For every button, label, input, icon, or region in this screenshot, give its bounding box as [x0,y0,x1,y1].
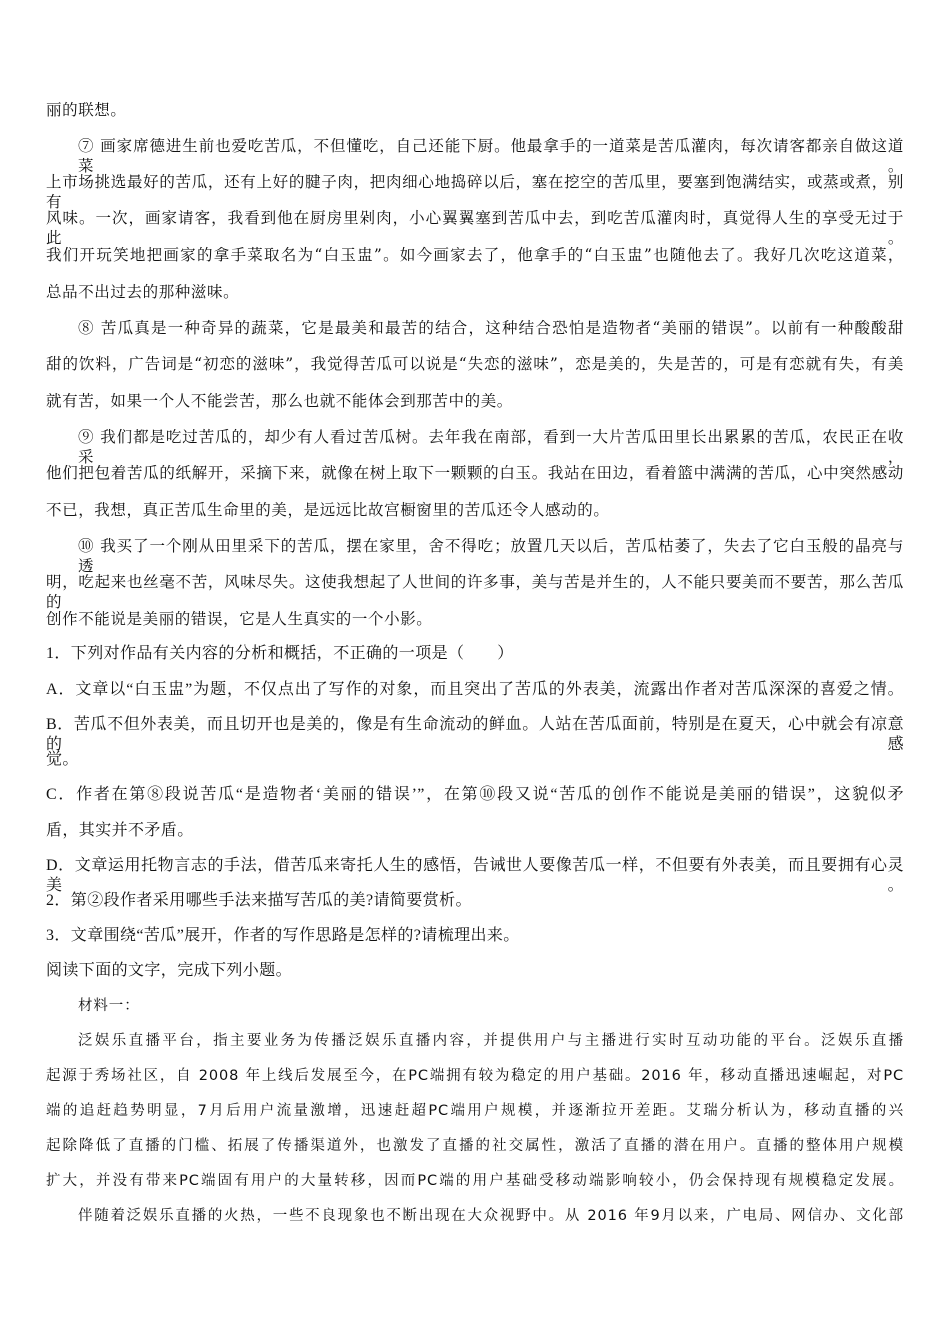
text-line: 他们把包着苦瓜的纸解开，采摘下来，就像在树上取下一颗颗的白玉。我站在田边，看着篮中满满的苦瓜，心中突然感动 [46,464,904,482]
option-d: D．文章运用托物言志的手法，借苦瓜来寄托人生的感悟，告诫世人要像苦瓜一样，不但要有外表美，而且要拥有心灵美。 [46,857,904,894]
text-line: ⑧ 苦瓜真是一种奇异的蔬菜，它是最美和最苦的结合，这种结合恐怕是造物者“美丽的错误”。以前有一种酸酸甜 [78,319,904,337]
text-line: ⑩ 我买了一个刚从田里采下的苦瓜，摆在家里，舍不得吃；放置几天以后，苦瓜枯萎了，失去了它白玉般的晶亮与透 [78,537,904,575]
option-c: C．作者在第⑧段说苦瓜“是造物者‘美丽的错误’”，在第⑩段又说“苦瓜的创作不能说是美丽的错误”，这貌似矛 [46,786,904,803]
text-line: 端的追赶趋势明显，7月后用户流量激增，迅速赶超PC端用户规模，并逐渐拉开差距。艾瑞分析认为，移动直播的兴 [46,1103,904,1119]
text-line: 创作不能说是美丽的错误，它是人生真实的一个小影。 [46,610,433,628]
text-line: 不已，我想，真正苦瓜生命里的美，是远远比故宫橱窗里的苦瓜还令人感动的。 [46,501,610,519]
text-line: 上市场挑选最好的苦瓜，还有上好的腱子肉，把肉细心地捣碎以后，塞在挖空的苦瓜里，要塞到饱满结实，或蒸或煮，别有 [46,173,904,211]
option-a: A．文章以“白玉盅”为题，不仅点出了写作的对象，而且突出了苦瓜的外表美，流露出作者对苦瓜深深的喜爱之情。 [46,681,904,698]
option-c-cont: 盾，其实并不矛盾。 [46,822,194,839]
text-line: 就有苦，如果一个人不能尝苦，那么也就不能体会到那苦中的美。 [46,392,513,410]
text-line: 风味。一次，画家请客，我看到他在厨房里剁肉，小心翼翼塞到苦瓜中去，到吃苦瓜灌肉时，真觉得人生的享受无过于此。 [46,209,904,247]
text-line: 泛娱乐直播平台，指主要业务为传播泛娱乐直播内容，并提供用户与主播进行实时互动功能的平台。泛娱乐直播 [78,1033,904,1049]
text-line: 起源于秀场社区，自 2008 年上线后发展至今，在PC端拥有较为稳定的用户基础。2016 年，移动直播迅速崛起，对PC [46,1068,904,1084]
question-2: 2．第②段作者采用哪些手法来描写苦瓜的美?请简要赏析。 [46,892,472,909]
option-b-cont: 觉。 [46,751,79,768]
text-line: 起除降低了直播的门槛、拓展了传播渠道外，也激发了直播的社交属性，激活了直播的潜在用户。直播的整体用户规模 [46,1138,904,1154]
text-line: 明，吃起来也丝毫不苦，风味尽失。这使我想起了人世间的许多事，美与苦是并生的，人不能只要美而不要苦，那么苦瓜的 [46,573,904,611]
material-label: 材料一： [78,998,140,1014]
text-line: 丽的联想。 [46,101,127,119]
question-1: 1．下列对作品有关内容的分析和概括，不正确的一项是（ ） [46,645,514,662]
text-line: 我们开玩笑地把画家的拿手菜取名为“白玉盅”。如今画家去了，他拿手的“白玉盅”也随他去了。我好几次吃这道菜， [46,246,904,264]
question-3: 3．文章围绕“苦瓜”展开，作者的写作思路是怎样的?请梳理出来。 [46,927,520,944]
reading-instruction: 阅读下面的文字，完成下列小题。 [46,962,293,979]
text-line: 伴随着泛娱乐直播的火热，一些不良现象也不断出现在大众视野中。从 2016 年9月以来，广电局、网信办、文化部 [78,1208,904,1224]
text-line: 甜的饮料，广告词是“初恋的滋味”，我觉得苦瓜可以说是“失恋的滋味”，恋是美的，失是苦的，可是有恋就有失，有美 [46,355,904,373]
text-line: ⑦ 画家席德进生前也爱吃苦瓜，不但懂吃，自己还能下厨。他最拿手的一道菜是苦瓜灌肉，每次请客都亲自做这道菜。 [78,137,904,175]
text-line: 总品不出过去的那种滋味。 [46,283,240,301]
text-line: 扩大，并没有带来PC端固有用户的大量转移，因而PC端的用户基础受移动端影响较小，仍会保持现有规模稳定发展。 [46,1173,904,1189]
option-b: B．苦瓜不但外表美，而且切开也是美的，像是有生命流动的鲜血。人站在苦瓜面前，特别是在夏天，心中就会有凉意的感 [46,716,904,753]
text-line: ⑨ 我们都是吃过苦瓜的，却少有人看过苦瓜树。去年我在南部，看到一大片苦瓜田里长出累累的苦瓜，农民正在收采， [78,428,904,466]
